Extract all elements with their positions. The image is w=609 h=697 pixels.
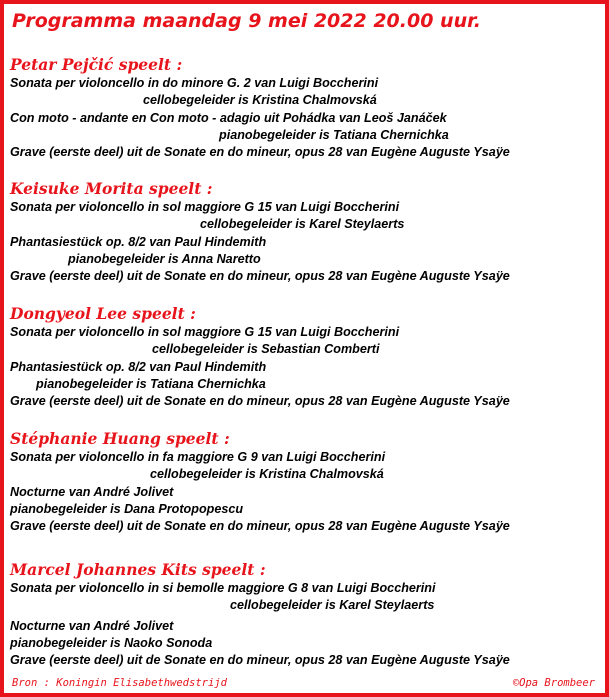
performer-section-2 [10, 178, 601, 285]
source-credit: Bron : Koningin Elisabethwedstrijd [12, 677, 227, 689]
page-title: Programma maandag 9 mei 2022 20.00 uur. [12, 10, 481, 32]
piece-line: Nocturne van André Jolivet [10, 484, 174, 499]
accompanist-line: pianobegeleider is Tatiana Chernichka [219, 127, 449, 142]
piece-line: Grave (eerste deel) uit de Sonate en do mineur, opus 28 van Eugène Auguste Ysaÿe [10, 519, 510, 534]
performer-section-5 [10, 559, 601, 669]
accompanist-line: cellobegeleider is Sebastian Comberti [152, 342, 380, 357]
piece-line: Nocturne van André Jolivet [10, 618, 174, 633]
accompanist-line: cellobegeleider is Karel Steylaerts [230, 598, 435, 613]
piece-line: Phantasiestück op. 8/2 van Paul Hindemith [10, 234, 267, 249]
piece-line: Grave (eerste deel) uit de Sonate en do mineur, opus 28 van Eugène Auguste Ysaÿe [10, 394, 510, 409]
piece-line: Sonata per violoncello in si bemolle maggiore G 8 van Luigi Boccherini [10, 581, 436, 595]
piece-line: Grave (eerste deel) uit de Sonate en do mineur, opus 28 van Eugène Auguste Ysaÿe [10, 653, 510, 668]
author-credit: ©Opa Brombeer [512, 677, 595, 689]
piece-line: Sonata per violoncello in fa maggiore G 9 van Luigi Boccherini [10, 450, 386, 464]
performer-heading: Stéphanie Huang speelt : [10, 429, 230, 448]
performer-section-4 [10, 428, 601, 535]
piece-line: Phantasiestück op. 8/2 van Paul Hindemith [10, 359, 267, 374]
performer-heading: Dongyeol Lee speelt : [10, 304, 196, 323]
piece-line: Grave (eerste deel) uit de Sonate en do mineur, opus 28 van Eugène Auguste Ysaÿe [10, 145, 510, 160]
accompanist-line: pianobegeleider is Naoko Sonoda [10, 635, 213, 650]
accompanist-line: cellobegeleider is Karel Steylaerts [200, 217, 405, 232]
accompanist-line: cellobegeleider is Kristina Chalmovská [143, 93, 377, 108]
performer-heading: Keisuke Morita speelt : [10, 179, 213, 198]
accompanist-line: pianobegeleider is Dana Protopopescu [10, 501, 244, 516]
piece-line: Con moto - andante en Con moto - adagio uit Pohádka van Leoš Janáček [10, 110, 447, 125]
accompanist-line: cellobegeleider is Kristina Chalmovská [150, 467, 384, 482]
piece-line: Sonata per violoncello in sol maggiore G 15 van Luigi Boccherini [10, 200, 400, 214]
piece-line: Sonata per violoncello in do minore G. 2 van Luigi Boccherini [10, 76, 379, 90]
performer-section-1 [10, 54, 601, 161]
piece-line: Sonata per violoncello in sol maggiore G 15 van Luigi Boccherini [10, 325, 400, 339]
accompanist-line: pianobegeleider is Anna Naretto [68, 251, 261, 266]
performer-heading: Marcel Johannes Kits speelt : [10, 560, 266, 579]
performer-heading: Petar Pejčić speelt : [10, 55, 183, 74]
performer-section-3 [10, 303, 601, 410]
accompanist-line: pianobegeleider is Tatiana Chernichka [36, 376, 266, 391]
piece-line: Grave (eerste deel) uit de Sonate en do mineur, opus 28 van Eugène Auguste Ysaÿe [10, 269, 510, 284]
